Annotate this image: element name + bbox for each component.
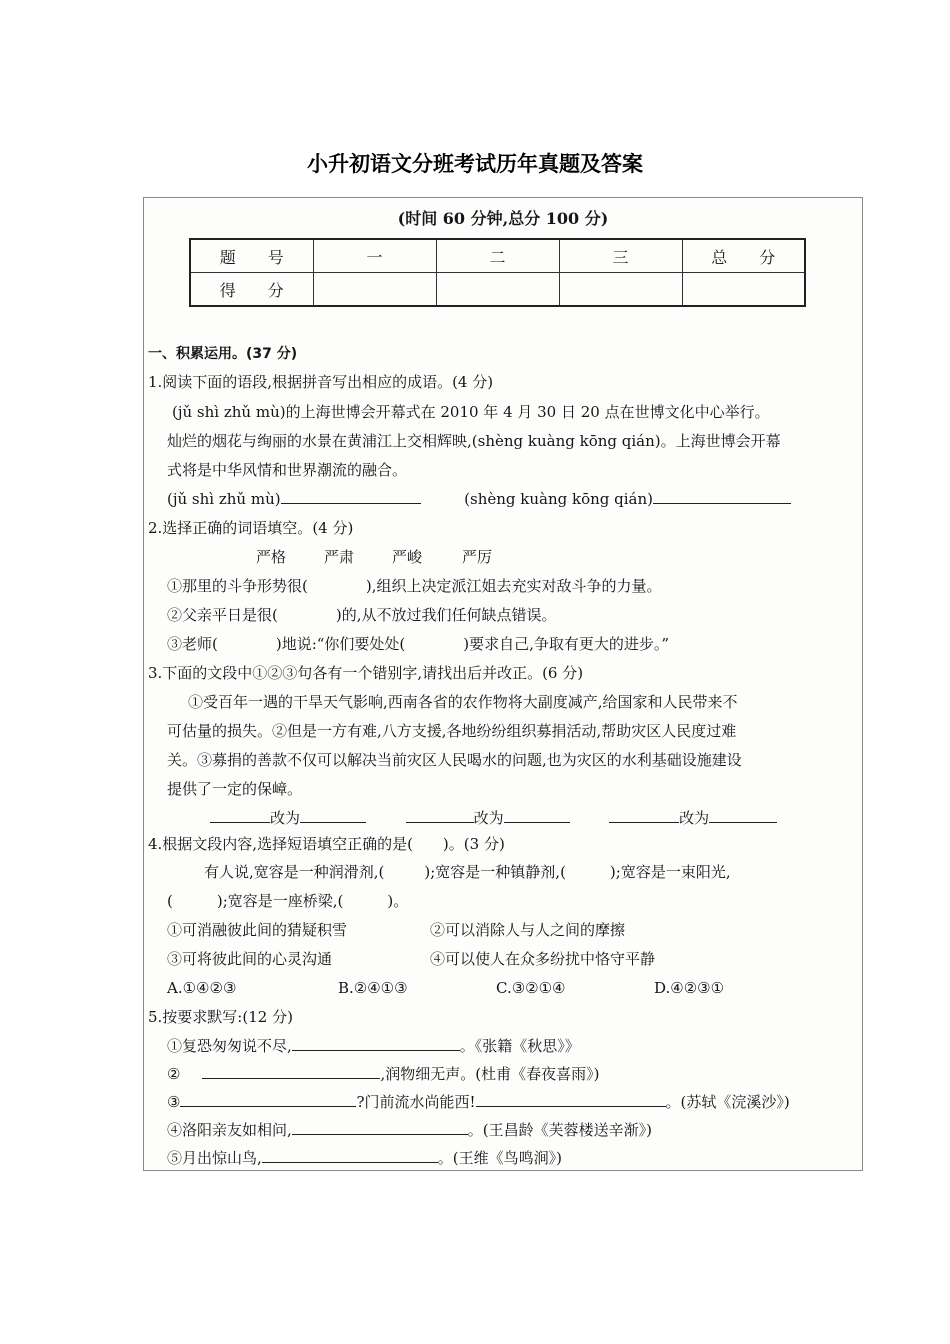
score-table <box>189 238 806 307</box>
poem-text: ② <box>167 1065 181 1083</box>
time-note: (时间 60 分钟,总分 100 分) <box>397 209 609 228</box>
recitation-line <box>167 1064 599 1084</box>
question-1-title: 1.阅读下面的语段,根据拼音写出相应的成语。(4 分) <box>148 373 494 391</box>
sentence-text: )的,从不放过我们任何缺点错误。 <box>335 606 557 624</box>
choice-b[interactable]: B.②④①③ <box>338 979 408 997</box>
question-3-paragraph: ①受百年一遇的干旱天气影响,西南各省的农作物将大副度减产,给国家和人民带来不 <box>188 693 738 711</box>
exam-scan <box>143 197 863 1171</box>
question-3-title: 3.下面的文段中①②③句各有一个错别字,请找出后并改正。(6 分) <box>148 664 584 682</box>
answer-blank[interactable] <box>210 808 270 823</box>
question-3-paragraph: 可估量的损失。②但是一方有难,八方支援,各地纷纷组织募捐活动,帮助灾区人民度过难 <box>167 722 737 740</box>
answer-blank[interactable] <box>262 1148 438 1163</box>
poem-text: 。《张籍《秋思》》 <box>459 1037 580 1055</box>
answer-blank[interactable] <box>709 808 777 823</box>
poem-text: ①复恐匆匆说不尽, <box>167 1037 292 1055</box>
score-cell[interactable] <box>682 273 805 307</box>
option-text: ④可以使人在众多纷扰中恪守平静 <box>430 950 656 968</box>
answer-blank[interactable] <box>653 489 791 504</box>
poem-text: 。(苏轼《浣溪沙》) <box>665 1093 790 1111</box>
sentence-text: ①那里的斗争形势很( <box>167 577 308 595</box>
correction-line <box>210 808 777 828</box>
word-choice: 严峻 <box>392 548 423 566</box>
question-1-paragraph: (jǔ shì zhǔ mù)的上海世博会开幕式在 2010 年 4 月 30 日 20 点在世博文化中心举行。 <box>172 403 770 421</box>
poem-text: ③ <box>167 1093 181 1111</box>
choice-d[interactable]: D.④②③① <box>654 979 725 997</box>
change-label: 改为 <box>679 809 710 827</box>
poem-text: 。(王维《鸟鸣涧》) <box>437 1149 562 1167</box>
sentence-text: );宽容是一种镇静剂,( <box>424 863 566 881</box>
answer-blank[interactable] <box>180 1092 356 1107</box>
poem-text: ,润物细无声。(杜甫《春夜喜雨》) <box>380 1065 600 1083</box>
sentence-text: ③老师( <box>167 635 218 653</box>
word-choice: 严厉 <box>462 548 493 566</box>
recitation-line <box>167 1120 652 1140</box>
score-row-label: 得 分 <box>190 273 313 307</box>
change-label: 改为 <box>270 809 301 827</box>
question-2-title: 2.选择正确的词语填空。(4 分) <box>148 519 354 537</box>
poem-text: ④洛阳亲友如相问, <box>167 1121 292 1139</box>
question-4-title: 4.根据文段内容,选择短语填空正确的是( )。(3 分) <box>148 835 505 853</box>
recitation-line <box>167 1148 562 1168</box>
question-1-paragraph: 灿烂的烟花与绚丽的水景在黄浦江上交相辉映,(shèng kuàng kōng qián)。上海世博会开幕 <box>167 432 781 450</box>
poem-text: ?门前流水尚能西! <box>356 1093 476 1111</box>
score-header-cell: 总 分 <box>682 239 805 273</box>
question-3-paragraph: 提供了一定的保嶂。 <box>167 780 303 798</box>
section-heading: 一、积累运用。(37 分) <box>148 346 298 362</box>
score-header-cell: 二 <box>436 239 559 273</box>
score-header-cell: 题 号 <box>190 239 313 273</box>
pinyin-label: (jǔ shì zhǔ mù) <box>167 490 281 508</box>
question-2-sentence <box>167 576 661 596</box>
sentence-text: ②父亲平日是很( <box>167 606 278 624</box>
answer-blank[interactable] <box>406 808 474 823</box>
word-choice: 严格 <box>256 548 287 566</box>
question-1-paragraph: 式将是中华风情和世界潮流的融合。 <box>167 461 408 479</box>
score-table-header-row <box>190 239 805 273</box>
sentence-text: )。 <box>387 892 409 910</box>
answer-blank[interactable] <box>300 808 366 823</box>
answer-blank[interactable] <box>292 1036 460 1051</box>
answer-blank[interactable] <box>202 1064 380 1079</box>
score-table-score-row <box>190 273 805 307</box>
question-1-answer-line <box>167 489 791 509</box>
sentence-text: )要求自己,争取有更大的进步。” <box>463 635 670 653</box>
question-4-paragraph <box>204 862 731 882</box>
score-cell[interactable] <box>436 273 559 307</box>
sentence-text: );宽容是一座桥梁,( <box>216 892 344 910</box>
recitation-line <box>167 1092 790 1112</box>
sentence-text: ),组织上决定派江姐去充实对敌斗争的力量。 <box>365 577 662 595</box>
sentence-text: )地说:“你们要处处( <box>275 635 406 653</box>
answer-blank[interactable] <box>281 489 421 504</box>
word-choice: 严肃 <box>324 548 355 566</box>
question-3-paragraph: 关。③募捐的善款不仅可以解决当前灾区人民喝水的问题,也为灾区的水利基础设施建设 <box>167 751 742 769</box>
recitation-line <box>167 1036 580 1056</box>
sentence-text: ( <box>167 892 173 910</box>
option-text: ③可将彼此间的心灵沟通 <box>167 950 333 968</box>
option-text: ①可消融彼此间的猜疑积雪 <box>167 921 348 939</box>
option-text: ②可以消除人与人之间的摩擦 <box>430 921 626 939</box>
answer-blank[interactable] <box>609 808 679 823</box>
score-header-cell: 三 <box>559 239 682 273</box>
choice-c[interactable]: C.③②①④ <box>496 979 566 997</box>
question-2-sentence <box>167 605 556 625</box>
document-title: 小升初语文分班考试历年真题及答案 <box>307 152 643 176</box>
choice-a[interactable]: A.①④②③ <box>167 979 237 997</box>
score-cell[interactable] <box>559 273 682 307</box>
score-cell[interactable] <box>313 273 436 307</box>
answer-blank[interactable] <box>476 1092 666 1107</box>
word-choices <box>256 547 492 567</box>
answer-blank[interactable] <box>292 1120 468 1135</box>
score-header-cell: 一 <box>313 239 436 273</box>
question-2-sentence <box>167 634 669 654</box>
question-5-title: 5.按要求默写:(12 分) <box>148 1008 293 1026</box>
question-4-paragraph <box>167 891 408 911</box>
poem-text: ⑤月出惊山鸟, <box>167 1149 262 1167</box>
sentence-text: 有人说,宽容是一种润滑剂,( <box>204 863 385 881</box>
poem-text: 。(王昌龄《芙蓉楼送辛渐》) <box>467 1121 652 1139</box>
pinyin-label: (shèng kuàng kōng qián) <box>464 490 654 508</box>
sentence-text: );宽容是一束阳光, <box>609 863 731 881</box>
answer-blank[interactable] <box>504 808 570 823</box>
change-label: 改为 <box>473 809 504 827</box>
